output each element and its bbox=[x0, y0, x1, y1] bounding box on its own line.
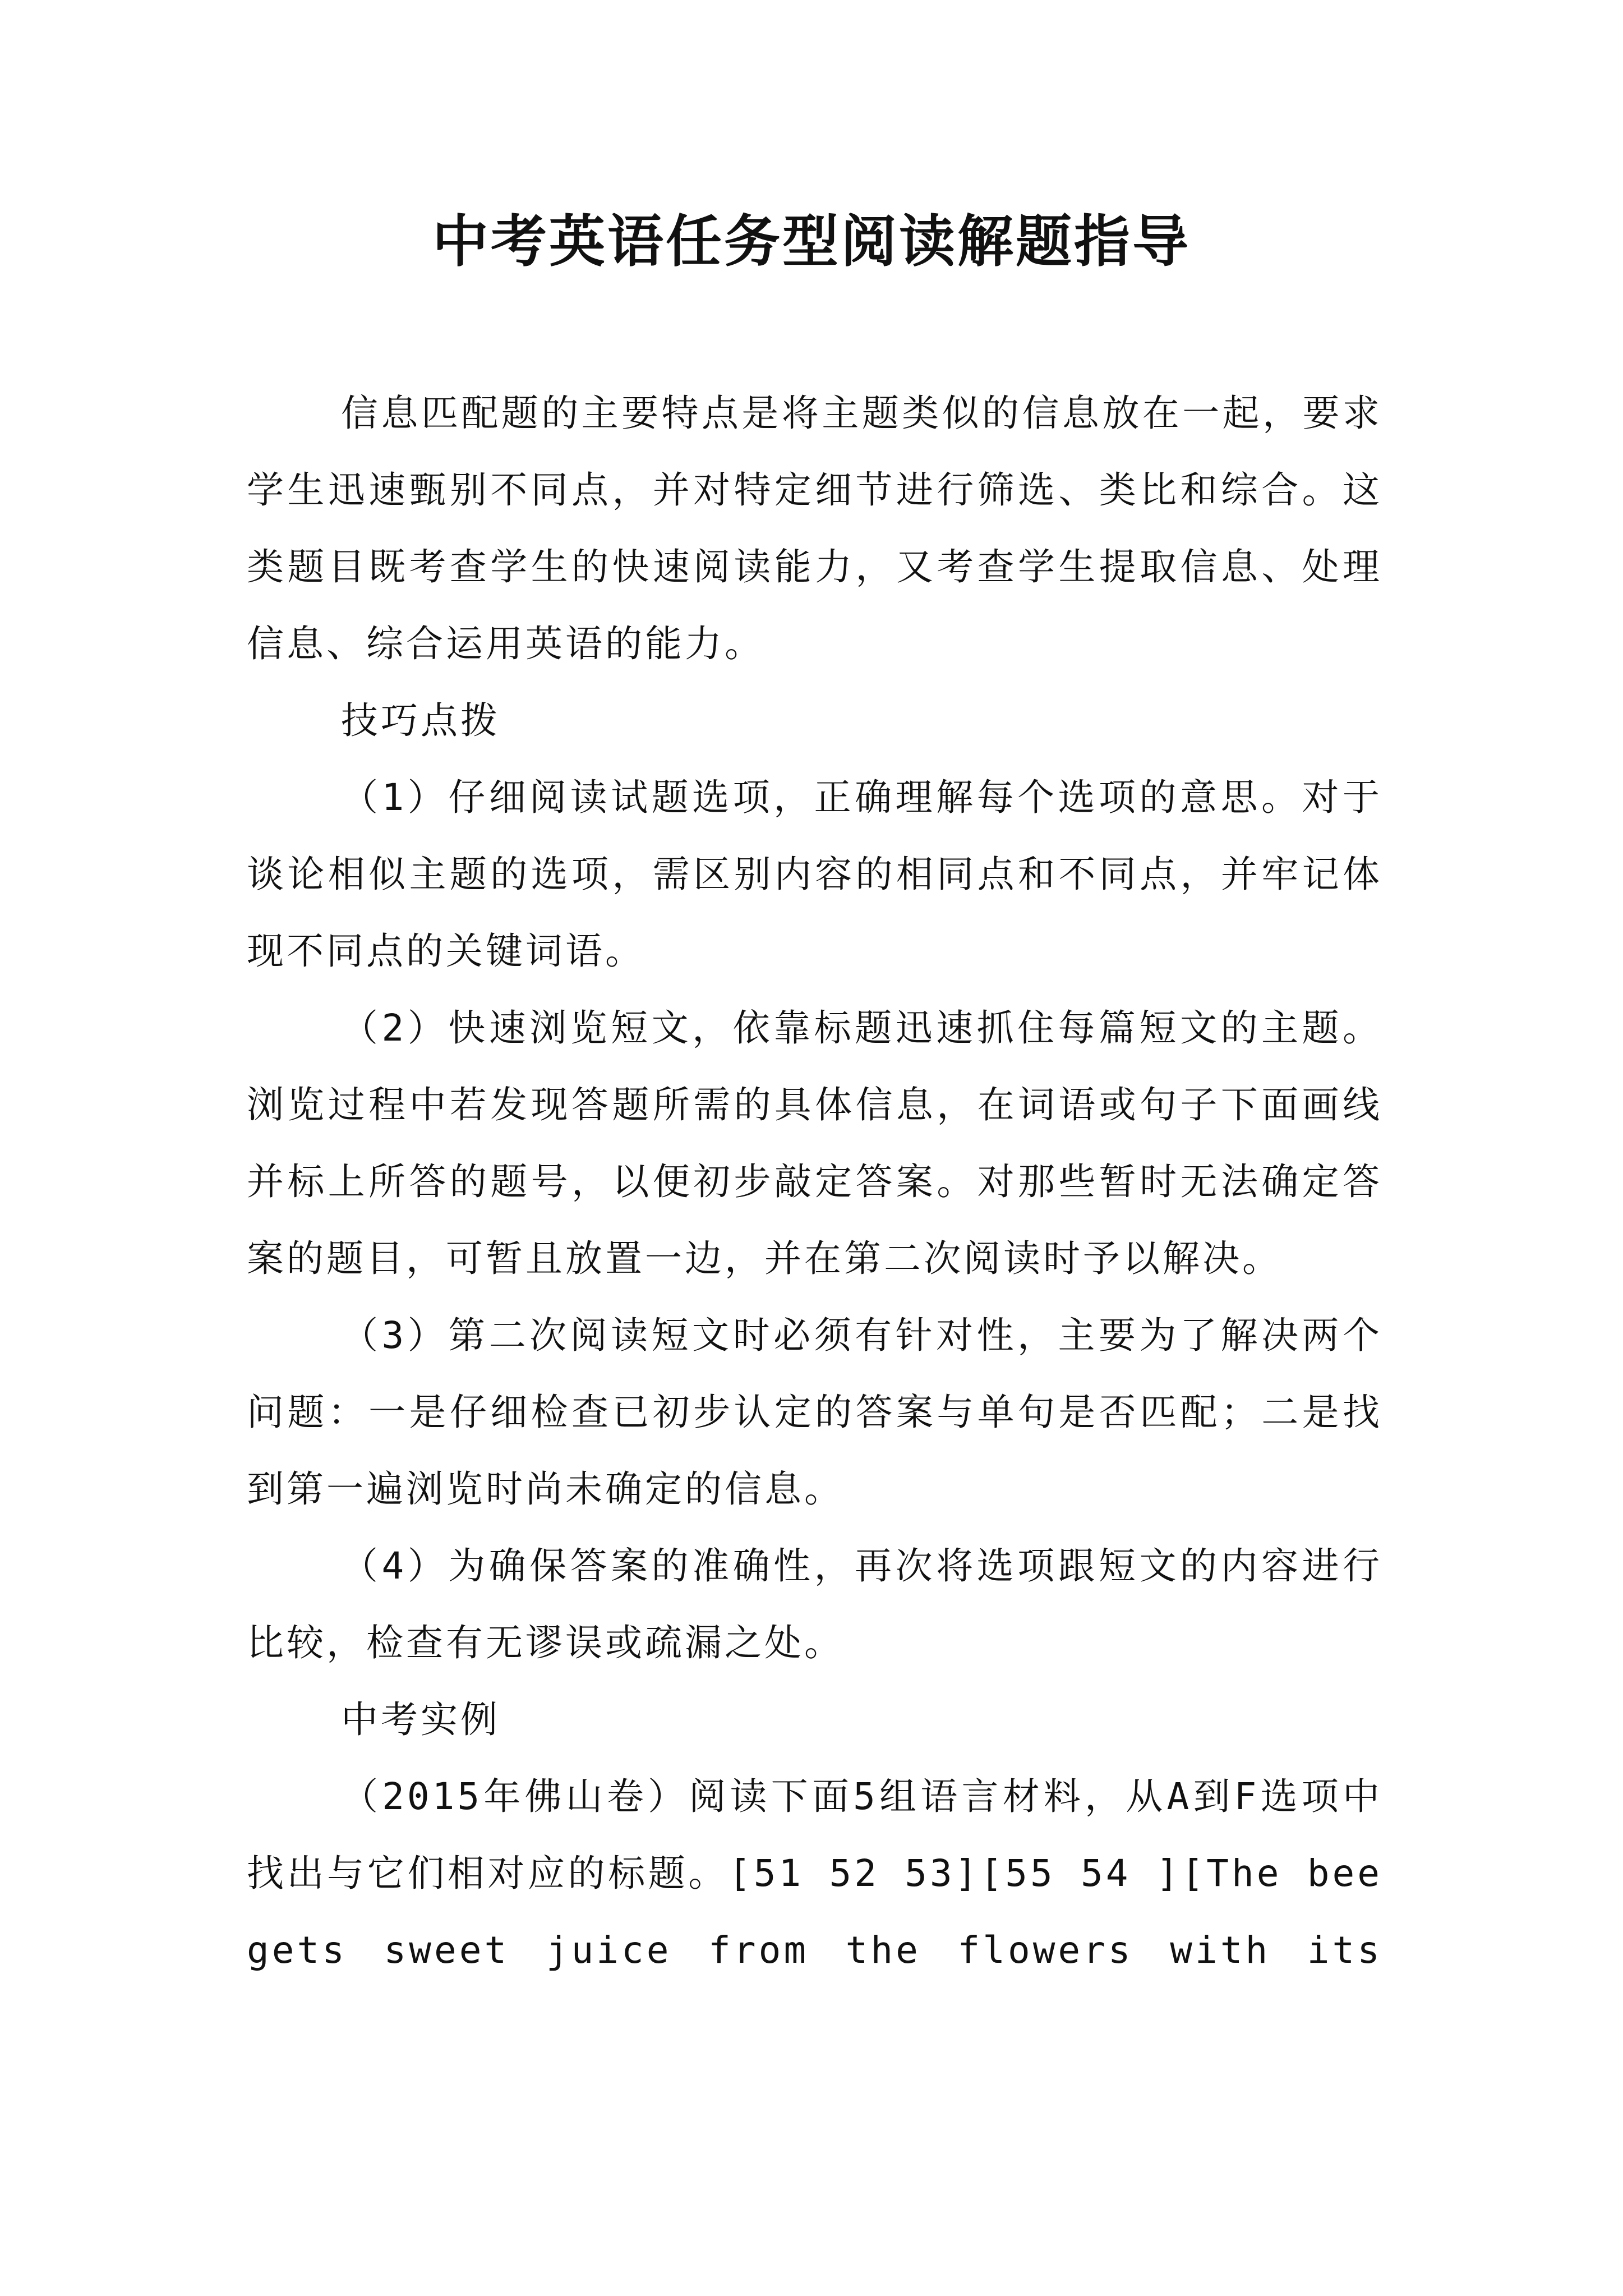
tip-item-2: （2）快速浏览短文，依靠标题迅速抓住每篇短文的主题。浏览过程中若发现答题所需的具体信息，在词语或句子下面画线并标上所答的题号，以便初步敲定答案。对那些暂时无法确定答案的题目，可暂且放置一边，并在第二次阅读时予以解决。 bbox=[247, 1006, 1382, 1280]
document-title: 中考英语任务型阅读解题指导 bbox=[432, 208, 1191, 274]
document-body bbox=[247, 375, 1382, 1989]
section-heading-examples: 中考实例 bbox=[341, 1698, 500, 1741]
tip-item-1: （1）仔细阅读试题选项，正确理解每个选项的意思。对于谈论相似主题的选项，需区别内容的相同点和不同点，并牢记体现不同点的关键词语。 bbox=[247, 776, 1382, 973]
example-intro: （2015年佛山卷）阅读下面5组语言材料，从A到F选项中找出与它们相对应的标题。[51 52 53][55 54 ][The bee gets sweet juice from the flowers with its bbox=[247, 1775, 1382, 1972]
paragraph-intro: 信息匹配题的主要特点是将主题类似的信息放在一起，要求学生迅速甄别不同点，并对特定细节进行筛选、类比和综合。这类题目既考查学生的快速阅读能力，又考查学生提取信息、处理信息、综合运用英语的能力。 bbox=[247, 392, 1382, 665]
section-heading-tips: 技巧点拨 bbox=[341, 699, 500, 742]
tip-item-4: （4）为确保答案的准确性，再次将选项跟短文的内容进行比较，检查有无谬误或疏漏之处。 bbox=[247, 1544, 1382, 1664]
tip-item-3: （3）第二次阅读短文时必须有针对性，主要为了解决两个问题：一是仔细检查已初步认定的答案与单句是否匹配；二是找到第一遍浏览时尚未确定的信息。 bbox=[247, 1314, 1382, 1511]
